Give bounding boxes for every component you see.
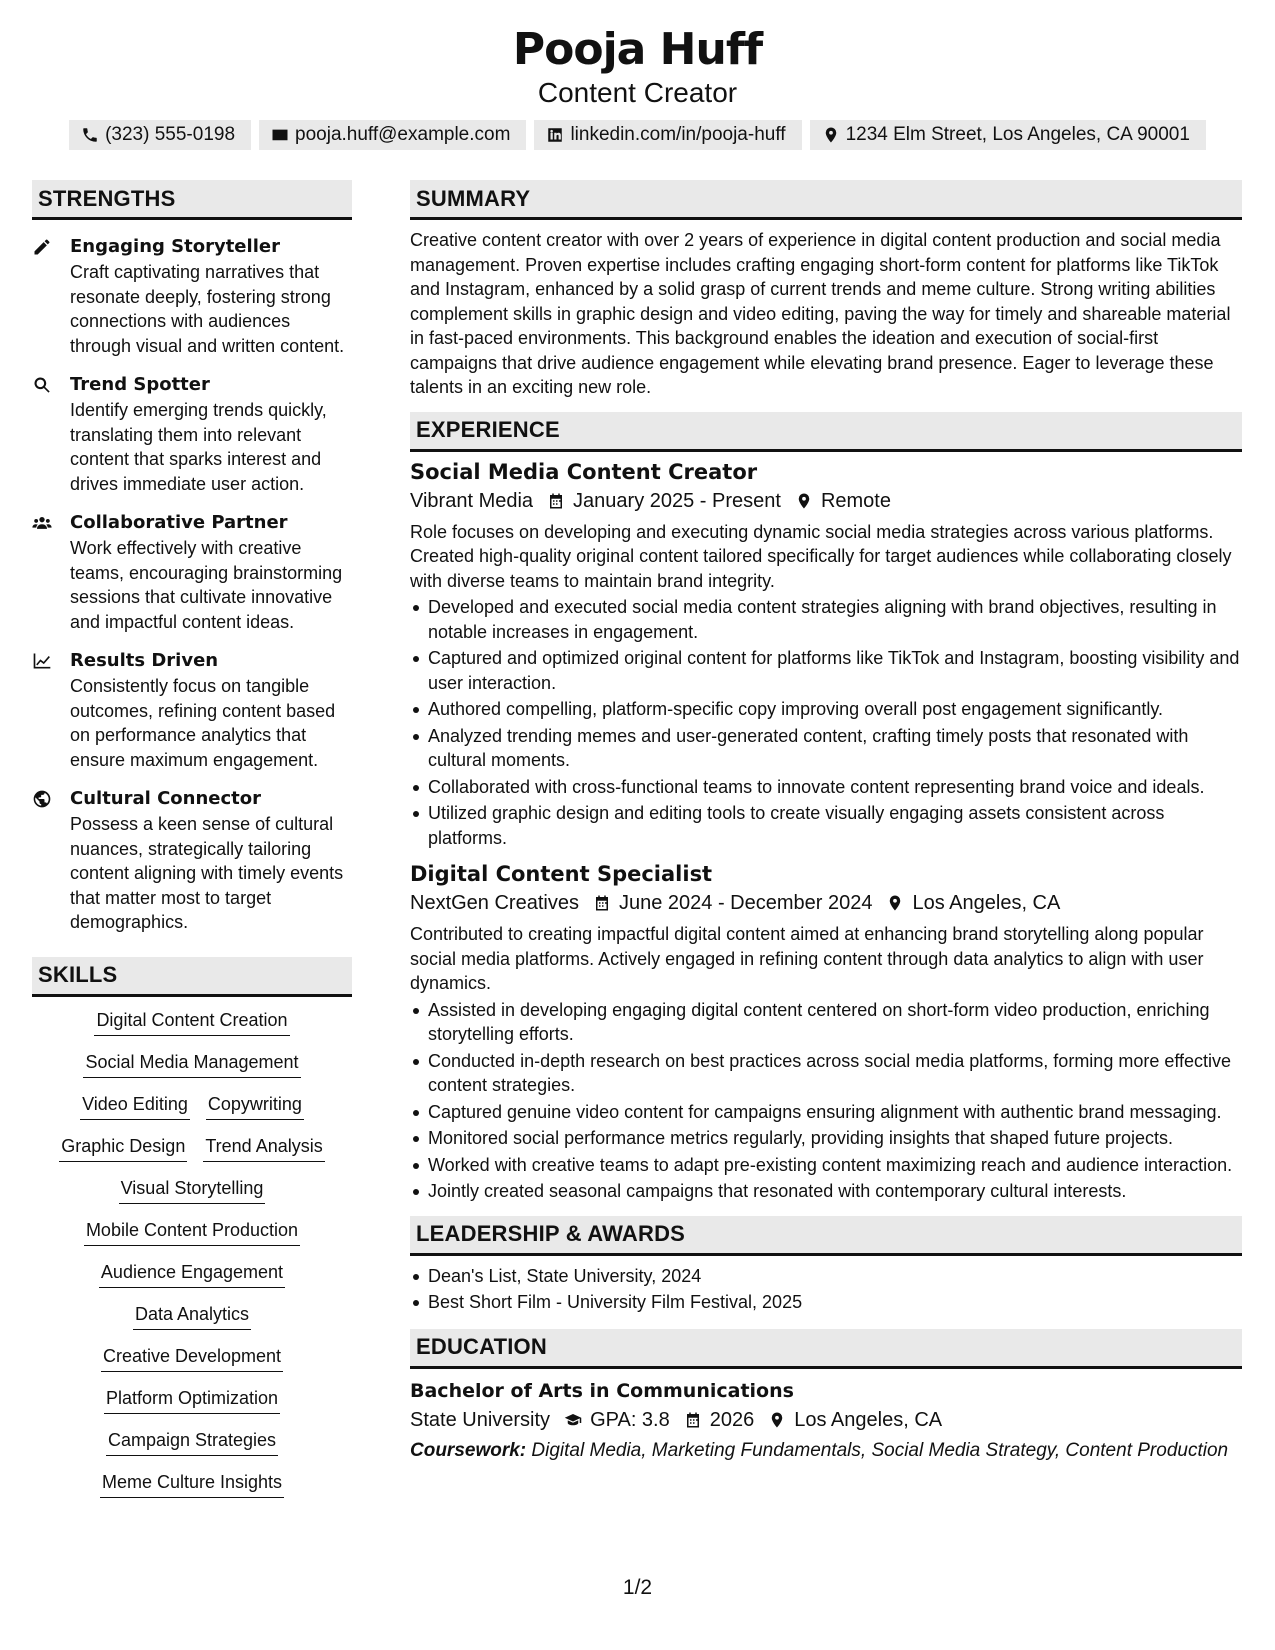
- skill-tag: Mobile Content Production: [84, 1217, 300, 1246]
- job-company: NextGen Creatives: [410, 892, 579, 914]
- gpa-text: GPA: 3.8: [590, 1408, 670, 1431]
- skill-tag: Copywriting: [206, 1091, 304, 1120]
- job-bullets: [410, 595, 1242, 850]
- job-bullets: [410, 998, 1242, 1204]
- job-dates: January 2025 - Present: [573, 489, 781, 512]
- map-pin-icon: [886, 894, 904, 912]
- job-location: Los Angeles, CA: [912, 892, 1061, 914]
- school-name: State University: [410, 1408, 551, 1431]
- linkedin-text: linkedin.com/in/pooja-huff: [570, 124, 786, 145]
- contact-phone[interactable]: [69, 120, 251, 150]
- job-description: Role focuses on developing and executing dynamic social media strategies across various platforms. Created high-quality original content tailored specifically for target audiences while collaborating closely with diverse teams to maintain brand integrity.: [410, 521, 1232, 591]
- strength-desc: Identify emerging trends quickly, translating them into relevant content that sparks interest and drives immediate user action.: [70, 400, 327, 494]
- resume-header: [0, 24, 1275, 150]
- list-item: Developed and executed social media content strategies aligning with brand objectives, resulting in notable increases in engagement.: [410, 595, 1242, 644]
- globe-icon: [32, 789, 52, 809]
- list-item: Conducted in-depth research on best practices across social media platforms, forming more effective content strategies.: [410, 1049, 1242, 1098]
- envelope-icon: [271, 126, 289, 144]
- job-meta: [410, 888, 1242, 918]
- skills-heading: SKILLS: [32, 957, 352, 997]
- skill-tag: Campaign Strategies: [106, 1427, 278, 1456]
- strength-title: Collaborative Partner: [70, 512, 288, 533]
- awards-list: [410, 1264, 1242, 1315]
- contact-linkedin[interactable]: [534, 120, 801, 150]
- job-meta: [410, 486, 1242, 516]
- job-entry: [410, 458, 1242, 851]
- school-location: Los Angeles, CA: [794, 1408, 943, 1431]
- strength-item: [32, 372, 352, 496]
- phone-icon: [81, 126, 99, 144]
- strength-desc: Craft captivating narratives that resonate deeply, fostering strong connections with audiences through visual and written content.: [70, 262, 345, 356]
- contact-address: [810, 120, 1206, 150]
- skill-tag: Data Analytics: [133, 1301, 251, 1330]
- experience-heading: EXPERIENCE: [410, 412, 1242, 452]
- list-item: Best Short Film - University Film Festival, 2025: [410, 1290, 1242, 1315]
- list-item: Authored compelling, platform-specific copy improving overall post engagement significantly.: [410, 697, 1242, 722]
- awards-heading: LEADERSHIP & AWARDS: [410, 1216, 1242, 1256]
- strength-item: [32, 648, 352, 772]
- strength-desc: Consistently focus on tangible outcomes, refining content based on performance analytics that ensure maximum engagement.: [70, 676, 336, 770]
- skill-tag: Creative Development: [101, 1343, 283, 1372]
- strength-item: [32, 510, 352, 634]
- phone-text: (323) 555-0198: [105, 124, 236, 145]
- skill-tag: Trend Analysis: [203, 1133, 324, 1162]
- coursework-label: Coursework:: [410, 1439, 527, 1461]
- strength-desc: Possess a keen sense of cultural nuances, strategically tailoring content aligning with timely events that matter most to target demographics.: [70, 814, 344, 932]
- chart-line-icon: [32, 651, 52, 671]
- list-item: Collaborated with cross-functional teams to innovate content representing brand voice and ideals.: [410, 775, 1242, 800]
- strength-title: Trend Spotter: [70, 374, 210, 395]
- strength-desc: Work effectively with creative teams, encouraging brainstorming sessions that cultivate innovative and impactful content ideas.: [70, 538, 343, 632]
- map-pin-icon: [768, 1411, 786, 1429]
- list-item: Captured and optimized original content for platforms like TikTok and Instagram, boosting visibility and user interaction.: [410, 646, 1242, 695]
- strength-title: Cultural Connector: [70, 788, 262, 809]
- skills-list: [32, 1007, 352, 1498]
- contact-email[interactable]: [259, 120, 526, 150]
- left-column: [32, 180, 352, 1511]
- magnifier-icon: [32, 375, 52, 395]
- candidate-role: Content Creator: [537, 77, 738, 108]
- map-pin-icon: [822, 126, 840, 144]
- strength-title: Results Driven: [70, 650, 219, 671]
- list-item: Analyzed trending memes and user-generated content, crafting timely posts that resonated with cultural moments.: [410, 724, 1242, 773]
- linkedin-icon: [546, 126, 564, 144]
- job-entry: [410, 860, 1242, 1204]
- right-column: [410, 180, 1242, 1463]
- pencil-icon: [32, 237, 52, 257]
- skill-tag: Audience Engagement: [99, 1259, 285, 1288]
- skill-tag: Social Media Management: [83, 1049, 300, 1078]
- list-item: Assisted in developing engaging digital content centered on short-form video production, enriching storytelling efforts.: [410, 998, 1242, 1047]
- list-item: Captured genuine video content for campaigns ensuring alignment with authentic brand messaging.: [410, 1100, 1242, 1125]
- strength-item: [32, 786, 352, 935]
- summary-text: Creative content creator with over 2 years of experience in digital content production and social media management. Proven expertise includes crafting engaging short-form content for platforms like TikTok and Instagram, enhanced by a solid grasp of current trends and meme culture. Strong writing abilities complement skills in graphic design and video editing, paving the way for timely and shareable material in fast-paced environments. This background enables the ideation and execution of social-first campaigns that drive audience engagement while elevating brand presence. Eager to leverage these talents in an exciting new role.: [410, 230, 1231, 397]
- list-item: Worked with creative teams to adapt pre-existing content maximizing reach and audience interaction.: [410, 1153, 1242, 1178]
- graduation-year: 2026: [709, 1408, 755, 1431]
- skill-tag: Graphic Design: [59, 1133, 187, 1162]
- address-text: 1234 Elm Street, Los Angeles, CA 90001: [845, 124, 1190, 145]
- skill-tag: Platform Optimization: [104, 1385, 280, 1414]
- job-company: Vibrant Media: [410, 489, 534, 512]
- coursework-text: Digital Media, Marketing Fundamentals, Social Media Strategy, Content Production: [531, 1439, 1229, 1461]
- job-title: Digital Content Specialist: [410, 862, 713, 886]
- education-meta: [410, 1405, 1242, 1435]
- job-description: Contributed to creating impactful digital content aimed at enhancing brand storytelling along popular social media platforms. Actively engaged in refining content through data analytics to align with user dynamics.: [410, 924, 1204, 993]
- skill-tag: Video Editing: [80, 1091, 190, 1120]
- skill-tag: Meme Culture Insights: [100, 1469, 284, 1498]
- degree-title: Bachelor of Arts in Communications: [410, 1379, 794, 1402]
- strength-item: [32, 234, 352, 358]
- strength-title: Engaging Storyteller: [70, 236, 280, 257]
- calendar-icon: [547, 492, 565, 510]
- graduation-cap-icon: [564, 1411, 582, 1429]
- contact-bar: [0, 120, 1275, 150]
- skill-tag: Visual Storytelling: [119, 1175, 266, 1204]
- page-number: 1/2: [622, 1576, 653, 1599]
- users-icon: [32, 513, 52, 533]
- job-location: Remote: [820, 489, 891, 512]
- list-item: Monitored social performance metrics regularly, providing insights that shaped future projects.: [410, 1126, 1242, 1151]
- calendar-icon: [684, 1411, 702, 1429]
- calendar-icon: [593, 894, 611, 912]
- email-text: pooja.huff@example.com: [295, 124, 511, 145]
- map-pin-icon: [795, 492, 813, 510]
- coursework: [410, 1439, 1242, 1464]
- job-dates: June 2024 - December 2024: [618, 892, 873, 914]
- summary-heading: SUMMARY: [410, 180, 1242, 220]
- candidate-name: Pooja Huff: [512, 24, 763, 75]
- strengths-heading: STRENGTHS: [32, 180, 352, 220]
- job-title: Social Media Content Creator: [410, 459, 758, 484]
- education-heading: EDUCATION: [410, 1329, 1242, 1369]
- list-item: Utilized graphic design and editing tools to create visually engaging assets consistent across platforms.: [410, 801, 1242, 850]
- skill-tag: Digital Content Creation: [94, 1007, 289, 1036]
- list-item: Dean's List, State University, 2024: [410, 1264, 1242, 1289]
- list-item: Jointly created seasonal campaigns that resonated with contemporary cultural interests.: [410, 1179, 1242, 1204]
